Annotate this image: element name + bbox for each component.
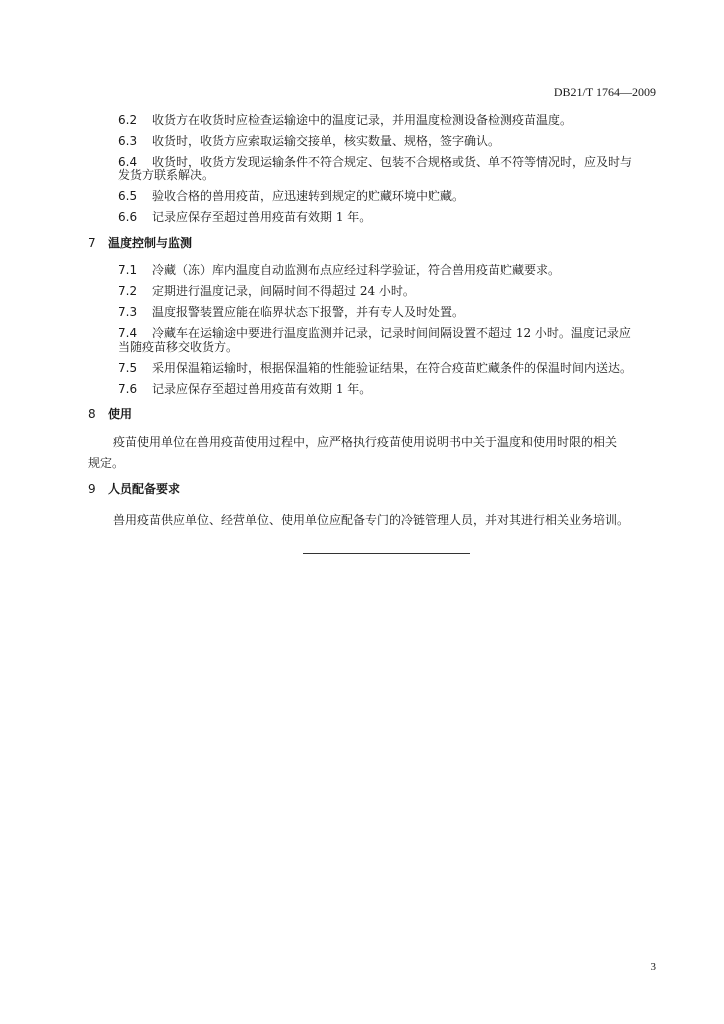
- clause-text: 发货方联系解决。: [118, 168, 215, 182]
- clause-number: 6.5: [118, 189, 138, 203]
- clause-text: 记录应保存至超过兽用疫苗有效期 1 年。: [152, 210, 372, 224]
- clause-6-3: [118, 134, 500, 148]
- clause-7-3: [118, 305, 464, 319]
- clause-number: 7.2: [118, 284, 138, 298]
- section-number: 9: [88, 482, 96, 496]
- clause-text: 当随疫苗移交收货方。: [118, 340, 239, 354]
- page-number: 3: [650, 961, 656, 973]
- clause-number: 6.4: [118, 155, 138, 169]
- paragraph-8-continued: [88, 456, 124, 470]
- clause-text: 验收合格的兽用疫苗，应迅速转到规定的贮藏环境中贮藏。: [152, 189, 465, 203]
- clause-6-4-continued: [118, 168, 214, 182]
- clause-text: 定期进行温度记录，间隔时间不得超过 24 小时。: [152, 284, 415, 298]
- clause-number: 6.3: [118, 134, 138, 148]
- clause-7-1: [118, 263, 560, 277]
- clause-number: 7.3: [118, 305, 138, 319]
- clause-number: 7.5: [118, 361, 138, 375]
- clause-6-5: [118, 189, 464, 203]
- clause-text: 收货方在收货时应检查运输途中的温度记录，并用温度检测设备检测疫苗温度。: [152, 113, 573, 127]
- document-code: DB21/T 1764—2009: [553, 85, 656, 99]
- paragraph-text: 规定。: [88, 456, 125, 470]
- section-heading-9: [88, 482, 180, 496]
- clause-text: 收货时，收货方发现运输条件不符合规定、包装不合规格或货、单不符等情况时，应及时与: [152, 155, 633, 169]
- clause-number: 7.1: [118, 263, 138, 277]
- clause-6-4: [118, 155, 632, 169]
- clause-text: 温度报警装置应能在临界状态下报警，并有专人及时处置。: [152, 305, 465, 319]
- section-heading-8: [88, 407, 132, 421]
- clause-text: 记录应保存至超过兽用疫苗有效期 1 年。: [152, 382, 372, 396]
- clause-7-4: [118, 326, 631, 340]
- paragraph-text: 兽用疫苗供应单位、经营单位、使用单位应配备专门的冷链管理人员，并对其进行相关业务培训。: [113, 513, 630, 527]
- paragraph-8: [113, 435, 617, 449]
- clause-7-5: [118, 361, 632, 375]
- clause-number: 7.6: [118, 382, 138, 396]
- clause-text: 冷藏车在运输途中要进行温度监测并记录，记录时间间隔设置不超过 12 小时。温度记录应: [152, 326, 631, 340]
- paragraph-text: 疫苗使用单位在兽用疫苗使用过程中，应严格执行疫苗使用说明书中关于温度和使用时限的相关: [113, 435, 618, 449]
- end-rule: [303, 553, 470, 554]
- section-title: 人员配备要求: [108, 482, 181, 496]
- clause-number: 6.6: [118, 210, 138, 224]
- paragraph-9: [113, 513, 629, 527]
- clause-6-6: [118, 210, 371, 224]
- section-number: 8: [88, 407, 96, 421]
- section-title: 温度控制与监测: [108, 236, 193, 250]
- clause-text: 收货时，收货方应索取运输交接单，核实数量、规格，签字确认。: [152, 134, 501, 148]
- clause-6-2: [118, 113, 572, 127]
- clause-7-2: [118, 284, 415, 298]
- section-title: 使用: [108, 407, 133, 421]
- section-number: 7: [88, 236, 96, 250]
- clause-text: 采用保温箱运输时，根据保温箱的性能验证结果，在符合疫苗贮藏条件的保温时间内送达。: [152, 361, 633, 375]
- clause-number: 7.4: [118, 326, 138, 340]
- clause-number: 6.2: [118, 113, 138, 127]
- clause-7-6: [118, 382, 371, 396]
- section-heading-7: [88, 236, 192, 250]
- clause-text: 冷藏（冻）库内温度自动监测布点应经过科学验证，符合兽用疫苗贮藏要求。: [152, 263, 561, 277]
- clause-7-4-continued: [118, 340, 238, 354]
